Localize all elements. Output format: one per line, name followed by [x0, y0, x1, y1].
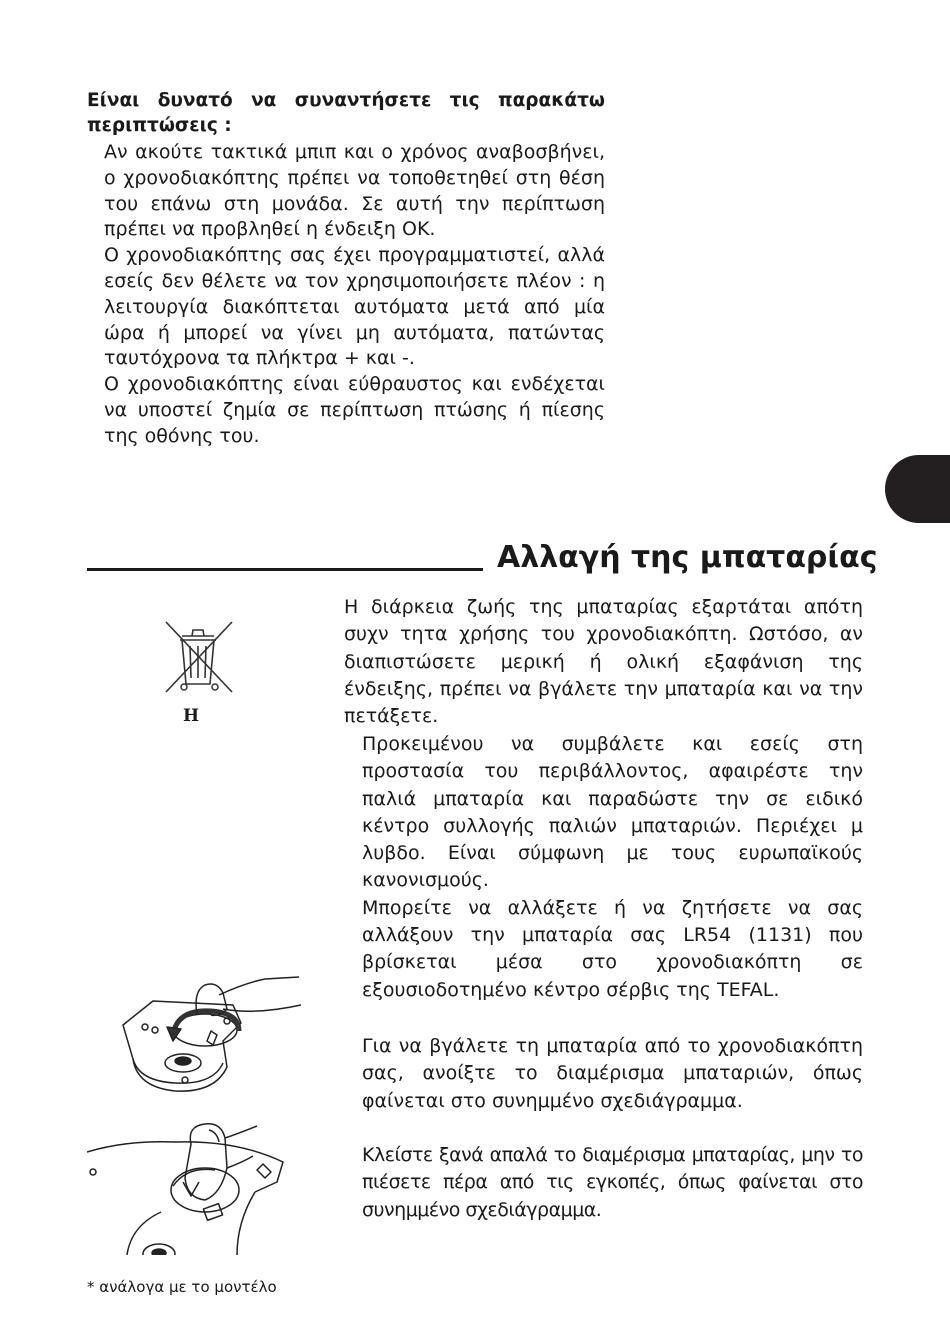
- footnote: * ανάλογα με το μοντέλο: [87, 1278, 277, 1296]
- case-item: Αν ακούτε τακτικά μπιπ και ο χρόνος αναβοσβήνει, ο χρονοδιακόπτης πρέπει να τοποθετηθεί στη θέση του επάνω στη μονάδα. Σε αυτή την περίπτωση πρέπει να προβληθεί η ένδειξη OK.: [104, 141, 605, 241]
- cases-heading: Είναι δυνατό να συναντήσετε τις παρακάτω περιπτώσεις :: [87, 90, 605, 136]
- chapter-side-tab: [885, 455, 950, 523]
- battery-intro-paragraph: Η διάρκεια ζωής της μπαταρίας εξαρτάται απότη συχν τητα χρήσης του χρονοδιακόπτη. Ωστόσο, αν διαπιστώσετε μερική ή ολική εξαφάνιση της ένδειξης, πρέπει να βγάλετε την μπαταρία και να την πετάξετε.: [344, 596, 863, 728]
- crossed-bin-icon: [160, 618, 236, 698]
- section-title-rule: [87, 568, 483, 571]
- battery-open-illustration: [115, 975, 305, 1100]
- battery-close-paragraph: Κλείστε ξανά απαλά το διαμέρισμα μπαταρίας, μην το πιέσετε πέρα από τις εγκοπές, όπως φαίνεται στο συνημμένο σχεδιάγραμμα.: [362, 1144, 863, 1221]
- battery-recycle-list: [362, 731, 863, 1004]
- case-item: Ο χρονοδιακόπτης σας έχει προγραμματιστεί, αλλά εσείς δεν θέλετε να τον χρησιμοποιήσετε πλέον : η λειτουργία διακόπτεται αυτόματα μετά από μία ώρα ή μπορεί να γίνει μη αυτόματα, πατώντας ταυτόχρονα τα πλήκτρα + και -.: [104, 244, 605, 370]
- bin-caption: H: [183, 706, 200, 726]
- battery-close-illustration: [87, 1122, 287, 1255]
- recycle-item: Μπορείτε να αλλάξετε ή να ζητήσετε να σας αλλάξουν την μπαταρία σας LR54 (1131) που βρίσκεται μέσα στο χρονοδιακόπτη σε εξουσιοδοτημένο κέντρο σέρβις της TEFAL.: [362, 896, 863, 1001]
- case-item: Ο χρονοδιακόπτης είναι εύθραυστος και ενδέχεται να υποστεί ζημία σε περίπτωση πτώσης ή πίεσης της οθόνης του.: [104, 373, 605, 447]
- recycle-item: Προκειμένου να συμβάλετε και εσείς στη προστασία του περιβάλλοντος, αφαιρέστε την παλιά μπαταρία και παραδώστε την σε ειδικό κέντρο συλλογής παλιών μπαταριών. Περιέχει μ λυβδο. Είναι σύμφωνη με τους ευρωπαϊκούς κανονισμούς.: [362, 733, 863, 892]
- cases-list: [104, 140, 605, 450]
- battery-remove-paragraph: Για να βγάλετε τη μπαταρία από το χρονοδιακόπτη σας, ανοίξτε το διαμέρισμα μπαταριών, όπως φαίνεται στο συνημμένο σχεδιάγραμμα.: [362, 1035, 863, 1112]
- section-title: Αλλαγή της μπαταρίας: [497, 540, 878, 575]
